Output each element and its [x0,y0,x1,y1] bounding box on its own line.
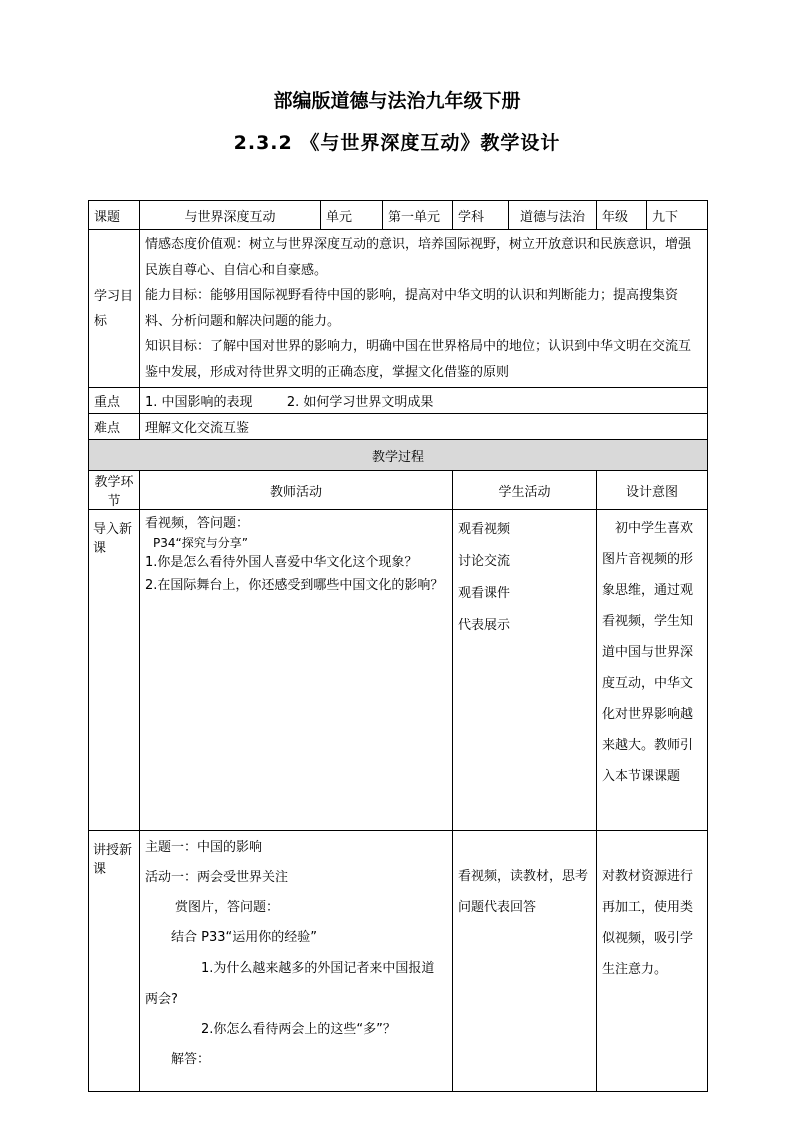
key-points-label: 重点 [89,388,140,414]
grade-value: 九下 [647,201,708,230]
process-header: 教学过程 [89,440,708,471]
lecture-teacher-line: 1.为什么越来越多的外国记者来中国报道两会? [145,961,435,1007]
difficulty-content: 理解文化交流互鉴 [140,414,708,440]
goals-row [89,230,708,388]
lecture-teacher-line: 结合 P33“运用你的经验” [171,930,317,945]
subject-value: 道德与法治 [509,201,597,230]
col-teacher: 教师活动 [140,471,453,510]
lesson-label: 课题 [89,201,140,230]
difficulty-row [89,414,708,440]
unit-value: 第一单元 [383,201,453,230]
key-point-1: 1. 中国影响的表现 [145,395,253,410]
key-points-row [89,388,708,414]
col-stage: 教学环节 [89,471,140,510]
intro-teacher-line: 看视频，答问题： [145,516,250,531]
lecture-stage: 讲授新课 [89,831,140,1092]
lecture-teacher-line: 赏图片，答问题： [175,900,280,915]
intro-row [89,510,708,831]
intro-student-line: 观看视频 [458,522,511,537]
col-intent: 设计意图 [597,471,708,510]
intro-student-line: 讨论交流 [458,554,511,569]
goals-label: 学习目标 [89,230,140,388]
document-subtitle: 2.3.2 《与世界深度互动》教学设计 [233,132,561,154]
process-header-row [89,440,708,471]
lesson-value: 与世界深度互动 [140,201,321,230]
grade-label: 年级 [597,201,647,230]
info-row [89,201,708,230]
intro-teacher-line: 2.在国际舞台上，你还感受到哪些中国文化的影响？ [145,578,444,593]
lecture-teacher-line: 活动一：两会受世界关注 [145,870,289,885]
goal-knowledge: 知识目标：了解中国对世界的影响力，明确中国在世界格局中的地位；认识到中华文明在交流互鉴中发展，形成对待世界文明的正确态度，掌握文化借鉴的原则 [145,339,692,380]
unit-label: 单元 [321,201,383,230]
intro-teacher-line: 1.你是怎么看待外国人喜爱中华文化这个现象？ [145,555,418,570]
lecture-row [89,831,708,1092]
lecture-teacher-line: 主题一：中国的影响 [145,840,263,855]
lecture-teacher [140,831,453,1092]
key-points-content [140,388,708,414]
difficulty-label: 难点 [89,414,140,440]
intro-stage: 导入新课 [89,510,140,831]
col-student: 学生活动 [453,471,597,510]
lecture-teacher-line: 2.你怎么看待两会上的这些“多”？ [201,1022,396,1037]
intro-teacher-line: P34“探究与分享” [153,536,248,550]
goal-emotion: 情感态度价值观：树立与世界深度互动的意识，培养国际视野，树立开放意识和民族意识，增强民族自尊心、自信心和自豪感。 [145,237,692,278]
goals-content [140,230,708,388]
intro-student [453,510,597,831]
intro-student-line: 观看课件 [458,586,511,601]
subject-label: 学科 [453,201,509,230]
goal-ability: 能力目标：能够用国际视野看待中国的影响，提高对中华文明的认识和判断能力；提高搜集资料、分析问题和解决问题的能力。 [145,288,679,329]
intro-student-line: 代表展示 [458,618,511,633]
lecture-intent: 对教材资源进行再加工，使用类似视频，吸引学生注意力。 [597,831,708,1092]
intro-teacher [140,510,453,831]
key-point-2: 2. 如何学习世界文明成果 [286,395,434,410]
document-title: 部编版道德与法治九年级下册 [273,90,521,112]
lesson-plan-table [88,200,708,1092]
lecture-teacher-line: 解答： [171,1052,211,1067]
lecture-student: 看视频，读教材，思考问题代表回答 [453,831,597,1092]
intro-intent: 初中学生喜欢图片音视频的形象思维，通过观看视频，学生知道中国与世界深度互动，中华文化对世界影响越来越大。教师引入本节课课题 [597,510,708,831]
column-header-row [89,471,708,510]
